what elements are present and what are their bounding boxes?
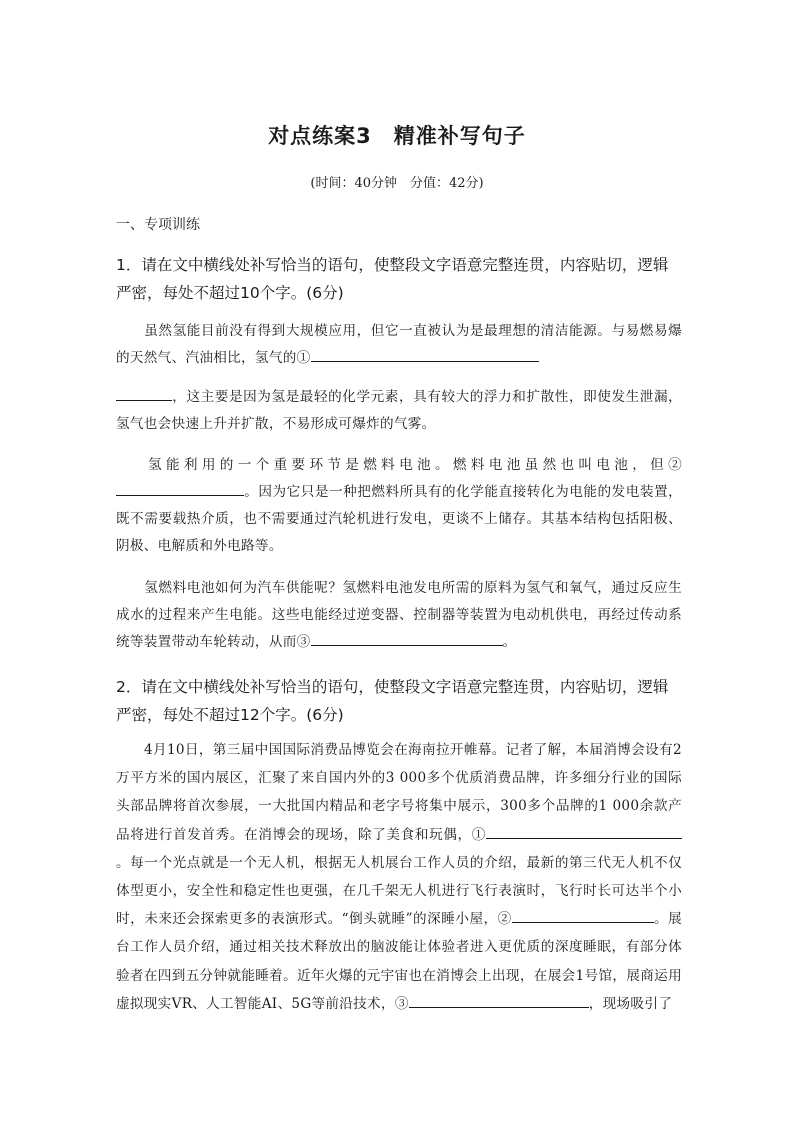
q1-text-5: 氢燃料电池如何为汽车供能呢？氢燃料电池发电所需的原料为氢气和氧气，通过反应生成水的过程来产生电能。这些电能经过逆变器、控制器等装置为电动机供电，再经过传动系统等装置带动车轮转动，从而③ [116, 580, 682, 650]
answer-blank-1[interactable] [311, 347, 539, 362]
q1-text-4: 。因为它只是一种把燃料所具有的化学能直接转化为电能的发电装置，既不需要载热介质，也不需要通过汽轮机进行发电，更谈不上储存。其基本结构包括阳极、阴极、电解质和外电路等。 [116, 484, 682, 554]
q1-paragraph-3 [116, 575, 682, 656]
q1-paragraph-1a [116, 318, 682, 372]
q2-answer-blank-2[interactable] [512, 908, 654, 923]
answer-blank-2[interactable] [116, 481, 244, 496]
question-1-prompt: 1．请在文中横线处补写恰当的语句，使整段文字语意完整连贯，内容贴切，逻辑严密，每处不超过10个字。(6分) [116, 256, 669, 302]
q2-answer-blank-3[interactable] [409, 993, 589, 1008]
page-title: 对点练案3 精准补写句子 [268, 124, 526, 148]
q2-text-2: 。每一个光点就是一个无人机，根据无人机展台工作人员的介绍，最新的第三代无人机不仅体型更小，安全性和稳定性也更强，在几千架无人机进行飞行表演时，飞行时长可达半个小时，未来还会探索更多的表演形式。“倒头就睡”的深睡小屋，② [116, 854, 682, 928]
q1-text-3: 氢能利用的一个重要环节是燃料电池。燃料电池虽然也叫电池，但② [144, 457, 682, 473]
q2-text-4: ，现场吸引了 [588, 995, 673, 1012]
time-score-note: (时间：40分钟 分值：42分) [310, 176, 484, 191]
answer-blank-1-continued[interactable] [116, 386, 172, 401]
q1-paragraph-2 [116, 452, 682, 560]
question-2-prompt: 2．请在文中横线处补写恰当的语句，使整段文字语意完整连贯，内容贴切，逻辑严密，每处不超过12个字。(6分) [116, 678, 669, 724]
q2-paragraph [116, 736, 682, 1018]
section-heading: 一、专项训练 [116, 217, 200, 233]
q1-paragraph-1b [116, 384, 682, 438]
q1-text-2: ，这主要是因为氢是最轻的化学元素，具有较大的浮力和扩散性，即使发生泄漏，氢气也会快速上升并扩散，不易形成可爆炸的气雾。 [116, 389, 682, 432]
q1-text-1: 虽然氢能目前没有得到大规模应用，但它一直被认为是最理想的清洁能源。与易燃易爆的天然气、汽油相比，氢气的① [116, 323, 682, 366]
answer-blank-3[interactable] [311, 631, 503, 646]
q2-answer-blank-1[interactable] [486, 824, 682, 839]
q2-text-3: 。展台工作人员介绍，通过相关技术释放出的脑波能让体验者进入更优质的深度睡眠，有部分体验者在四到五分钟就能睡着。近年火爆的元宇宙也在消博会上出现，在展会1号馆，展商运用虚拟现实VR、人工智能AI、5G等前沿技术，③ [116, 911, 682, 1012]
q1-text-6: 。 [502, 634, 517, 650]
q2-text-1: 4月10日，第三届中国国际消费品博览会在海南拉开帷幕。记者了解，本届消博会设有2万平方米的国内展区，汇聚了来自国内外的3 000多个优质消费品牌，许多细分行业的国际头部品牌将首次参展，一大批国内精品和老字号将集中展示，300多个品牌的1 000余款产品将进行首发首秀。在消博会的现场，除了美食和玩偶，① [116, 742, 682, 843]
